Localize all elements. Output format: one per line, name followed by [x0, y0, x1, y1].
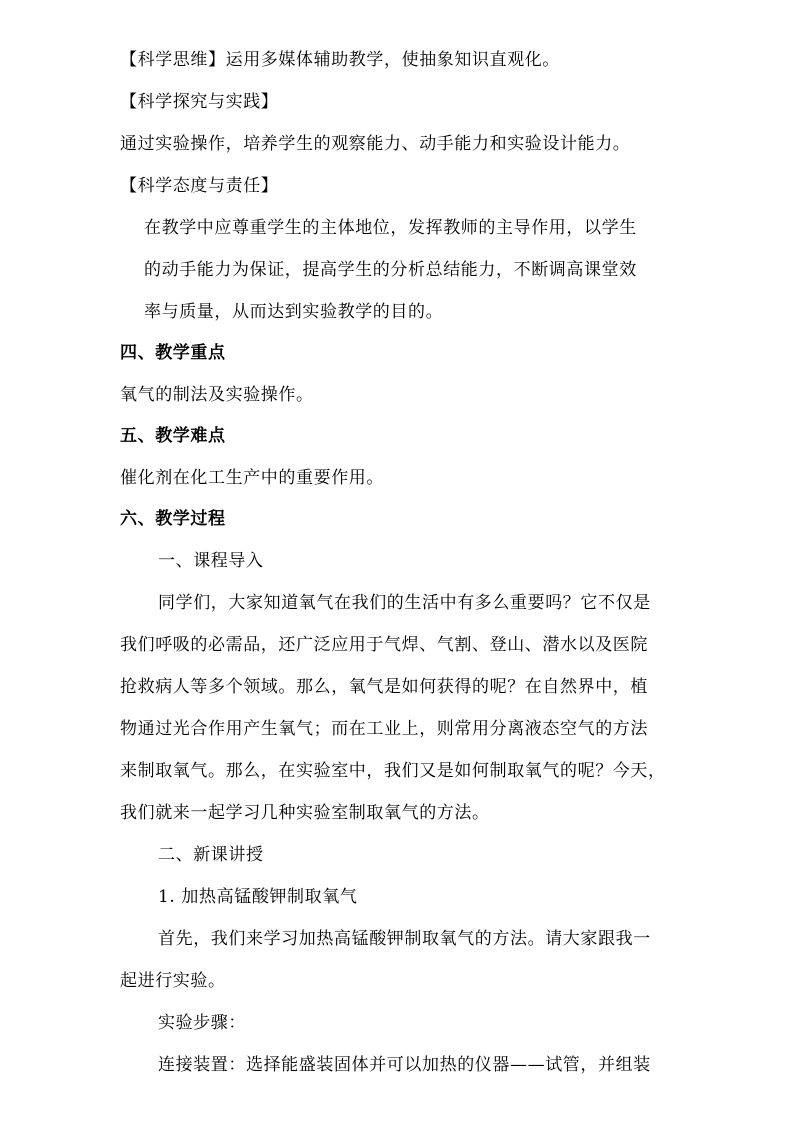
paragraph-method-line-1: 首先，我们来学习加热高锰酸钾制取氧气的方法。请大家跟我一: [158, 929, 651, 949]
paragraph-scientific-thinking: 【科学思维】运用多媒体辅助教学，使抽象知识直观化。: [120, 50, 560, 70]
paragraph-method-line-2: 起进行实验。: [120, 971, 226, 991]
subheading-course-intro: 一、课程导入: [158, 551, 264, 571]
heading-scientific-inquiry: 【科学探究与实践】: [120, 92, 279, 112]
paragraph-intro-line-1: 同学们，大家知道氧气在我们的生活中有多么重要吗？它不仅是: [158, 593, 651, 613]
subheading-potassium-permanganate: 1. 加热高锰酸钾制取氧气: [158, 887, 358, 907]
subheading-new-lesson: 二、新课讲授: [158, 845, 264, 865]
paragraph-intro-line-6: 我们就来一起学习几种实验室制取氧气的方法。: [120, 803, 490, 823]
paragraph-attitude-line-2: 的动手能力为保证，提高学生的分析总结能力，不断调高课堂效: [144, 260, 637, 280]
heading-teaching-difficulty: 五、教学难点: [120, 426, 226, 446]
heading-scientific-attitude: 【科学态度与责任】: [120, 176, 279, 196]
paragraph-intro-line-4: 物通过光合作用产生氧气；而在工业上，则常用分离液态空气的方法: [120, 719, 648, 739]
paragraph-connect-device: 连接装置：选择能盛装固体并可以加热的仪器——试管，并组装: [158, 1055, 651, 1075]
paragraph-intro-line-5: 来制取氧气。那么，在实验室中，我们又是如何制取氧气的呢？今天，: [120, 761, 666, 781]
heading-teaching-focus: 四、教学重点: [120, 343, 226, 363]
subheading-experiment-steps: 实验步骤：: [158, 1013, 246, 1033]
paragraph-teaching-focus: 氧气的制法及实验操作。: [120, 385, 314, 405]
paragraph-teaching-difficulty: 催化剂在化工生产中的重要作用。: [120, 468, 384, 488]
paragraph-intro-line-2: 我们呼吸的必需品，还广泛应用于气焊、气割、登山、潜水以及医院: [120, 635, 648, 655]
paragraph-inquiry-body: 通过实验操作，培养学生的观察能力、动手能力和实验设计能力。: [120, 134, 631, 154]
heading-teaching-process: 六、教学过程: [120, 509, 226, 529]
paragraph-attitude-line-1: 在教学中应尊重学生的主体地位，发挥教师的主导作用，以学生: [144, 218, 637, 238]
paragraph-attitude-line-3: 率与质量，从而达到实验教学的目的。: [144, 302, 444, 322]
paragraph-intro-line-3: 抢救病人等多个领域。那么，氧气是如何获得的呢？在自然界中，植: [120, 677, 648, 697]
